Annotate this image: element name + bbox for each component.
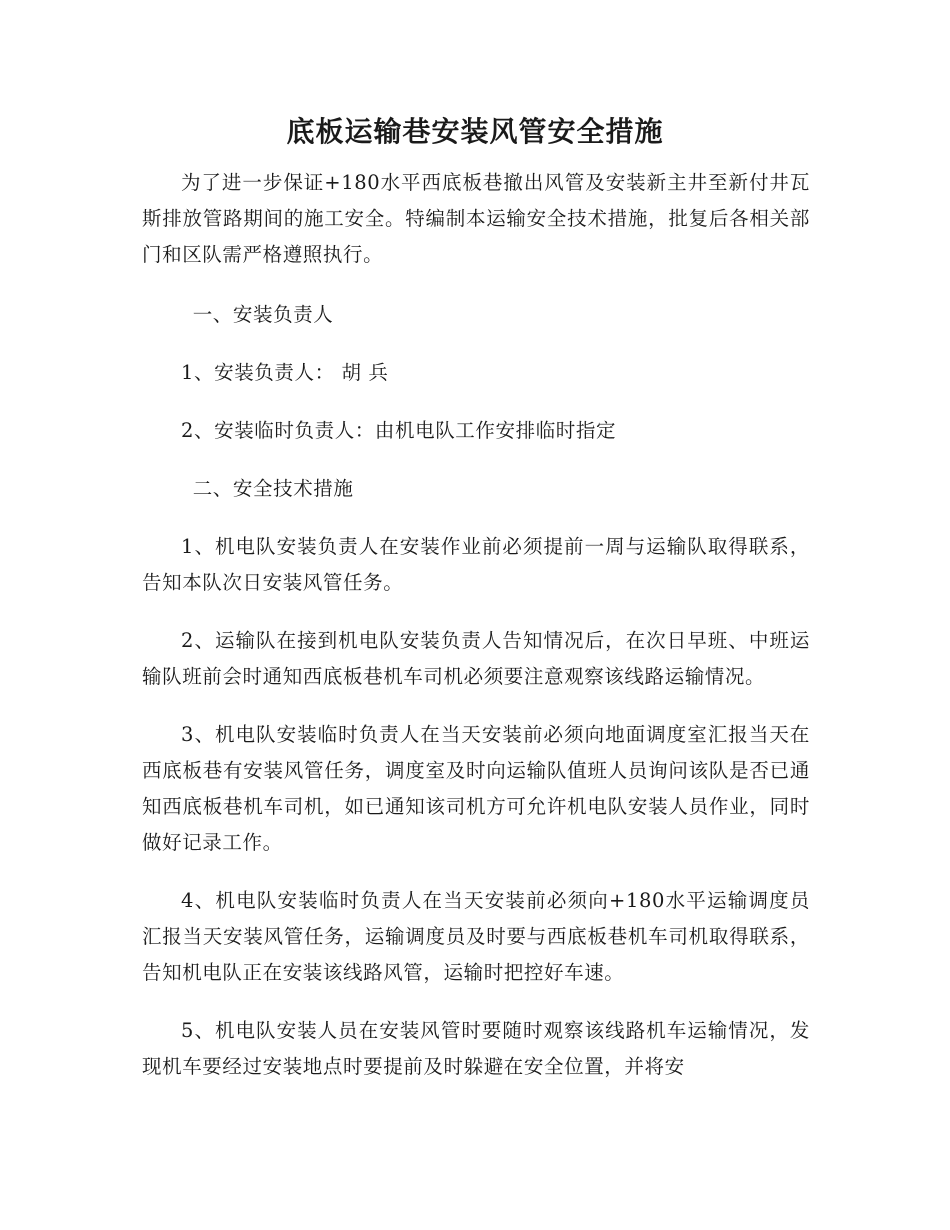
document-body [142,165,810,1085]
section-2-item-4: 4、机电队安装临时负责人在当天安装前必须向+180水平运输调度员汇报当天安装风管任务，运输调度员及时要与西底板巷机车司机取得联系，告知机电队正在安装该线路风管，运输时把控好车速。 [142,889,810,984]
section-2-item-2: 2、运输队在接到机电队安装负责人告知情况后，在次日早班、中班运输队班前会时通知西底板巷机车司机必须要注意观察该线路运输情况。 [142,629,810,688]
section-1-item-1: 1、安装负责人： 胡 兵 [181,361,389,384]
section-1-heading: 一、安装负责人 [192,303,334,326]
intro-paragraph: 为了进一步保证+180水平西底板巷撤出风管及安装新主井至新付井瓦斯排放管路期间的施工安全。特编制本运输安全技术措施，批复后各相关部门和区队需严格遵照执行。 [142,171,810,266]
section-2-item-1: 1、机电队安装负责人在安装作业前必须提前一周与运输队取得联系，告知本队次日安装风管任务。 [142,535,810,594]
section-2-item-3: 3、机电队安装临时负责人在当天安装前必须向地面调度室汇报当天在西底板巷有安装风管任务，调度室及时向运输队值班人员询问该队是否已通知西底板巷机车司机，如已通知该司机方可允许机电队安装人员作业，同时做好记录工作。 [142,723,810,854]
document-title: 底板运输巷安装风管安全措施 [286,115,664,148]
section-2-heading: 二、安全技术措施 [192,477,354,500]
section-2-item-5: 5、机电队安装人员在安装风管时要随时观察该线路机车运输情况，发现机车要经过安装地点时要提前及时躲避在安全位置，并将安 [142,1019,810,1078]
section-1-item-2: 2、安装临时负责人：由机电队工作安排临时指定 [181,419,617,442]
